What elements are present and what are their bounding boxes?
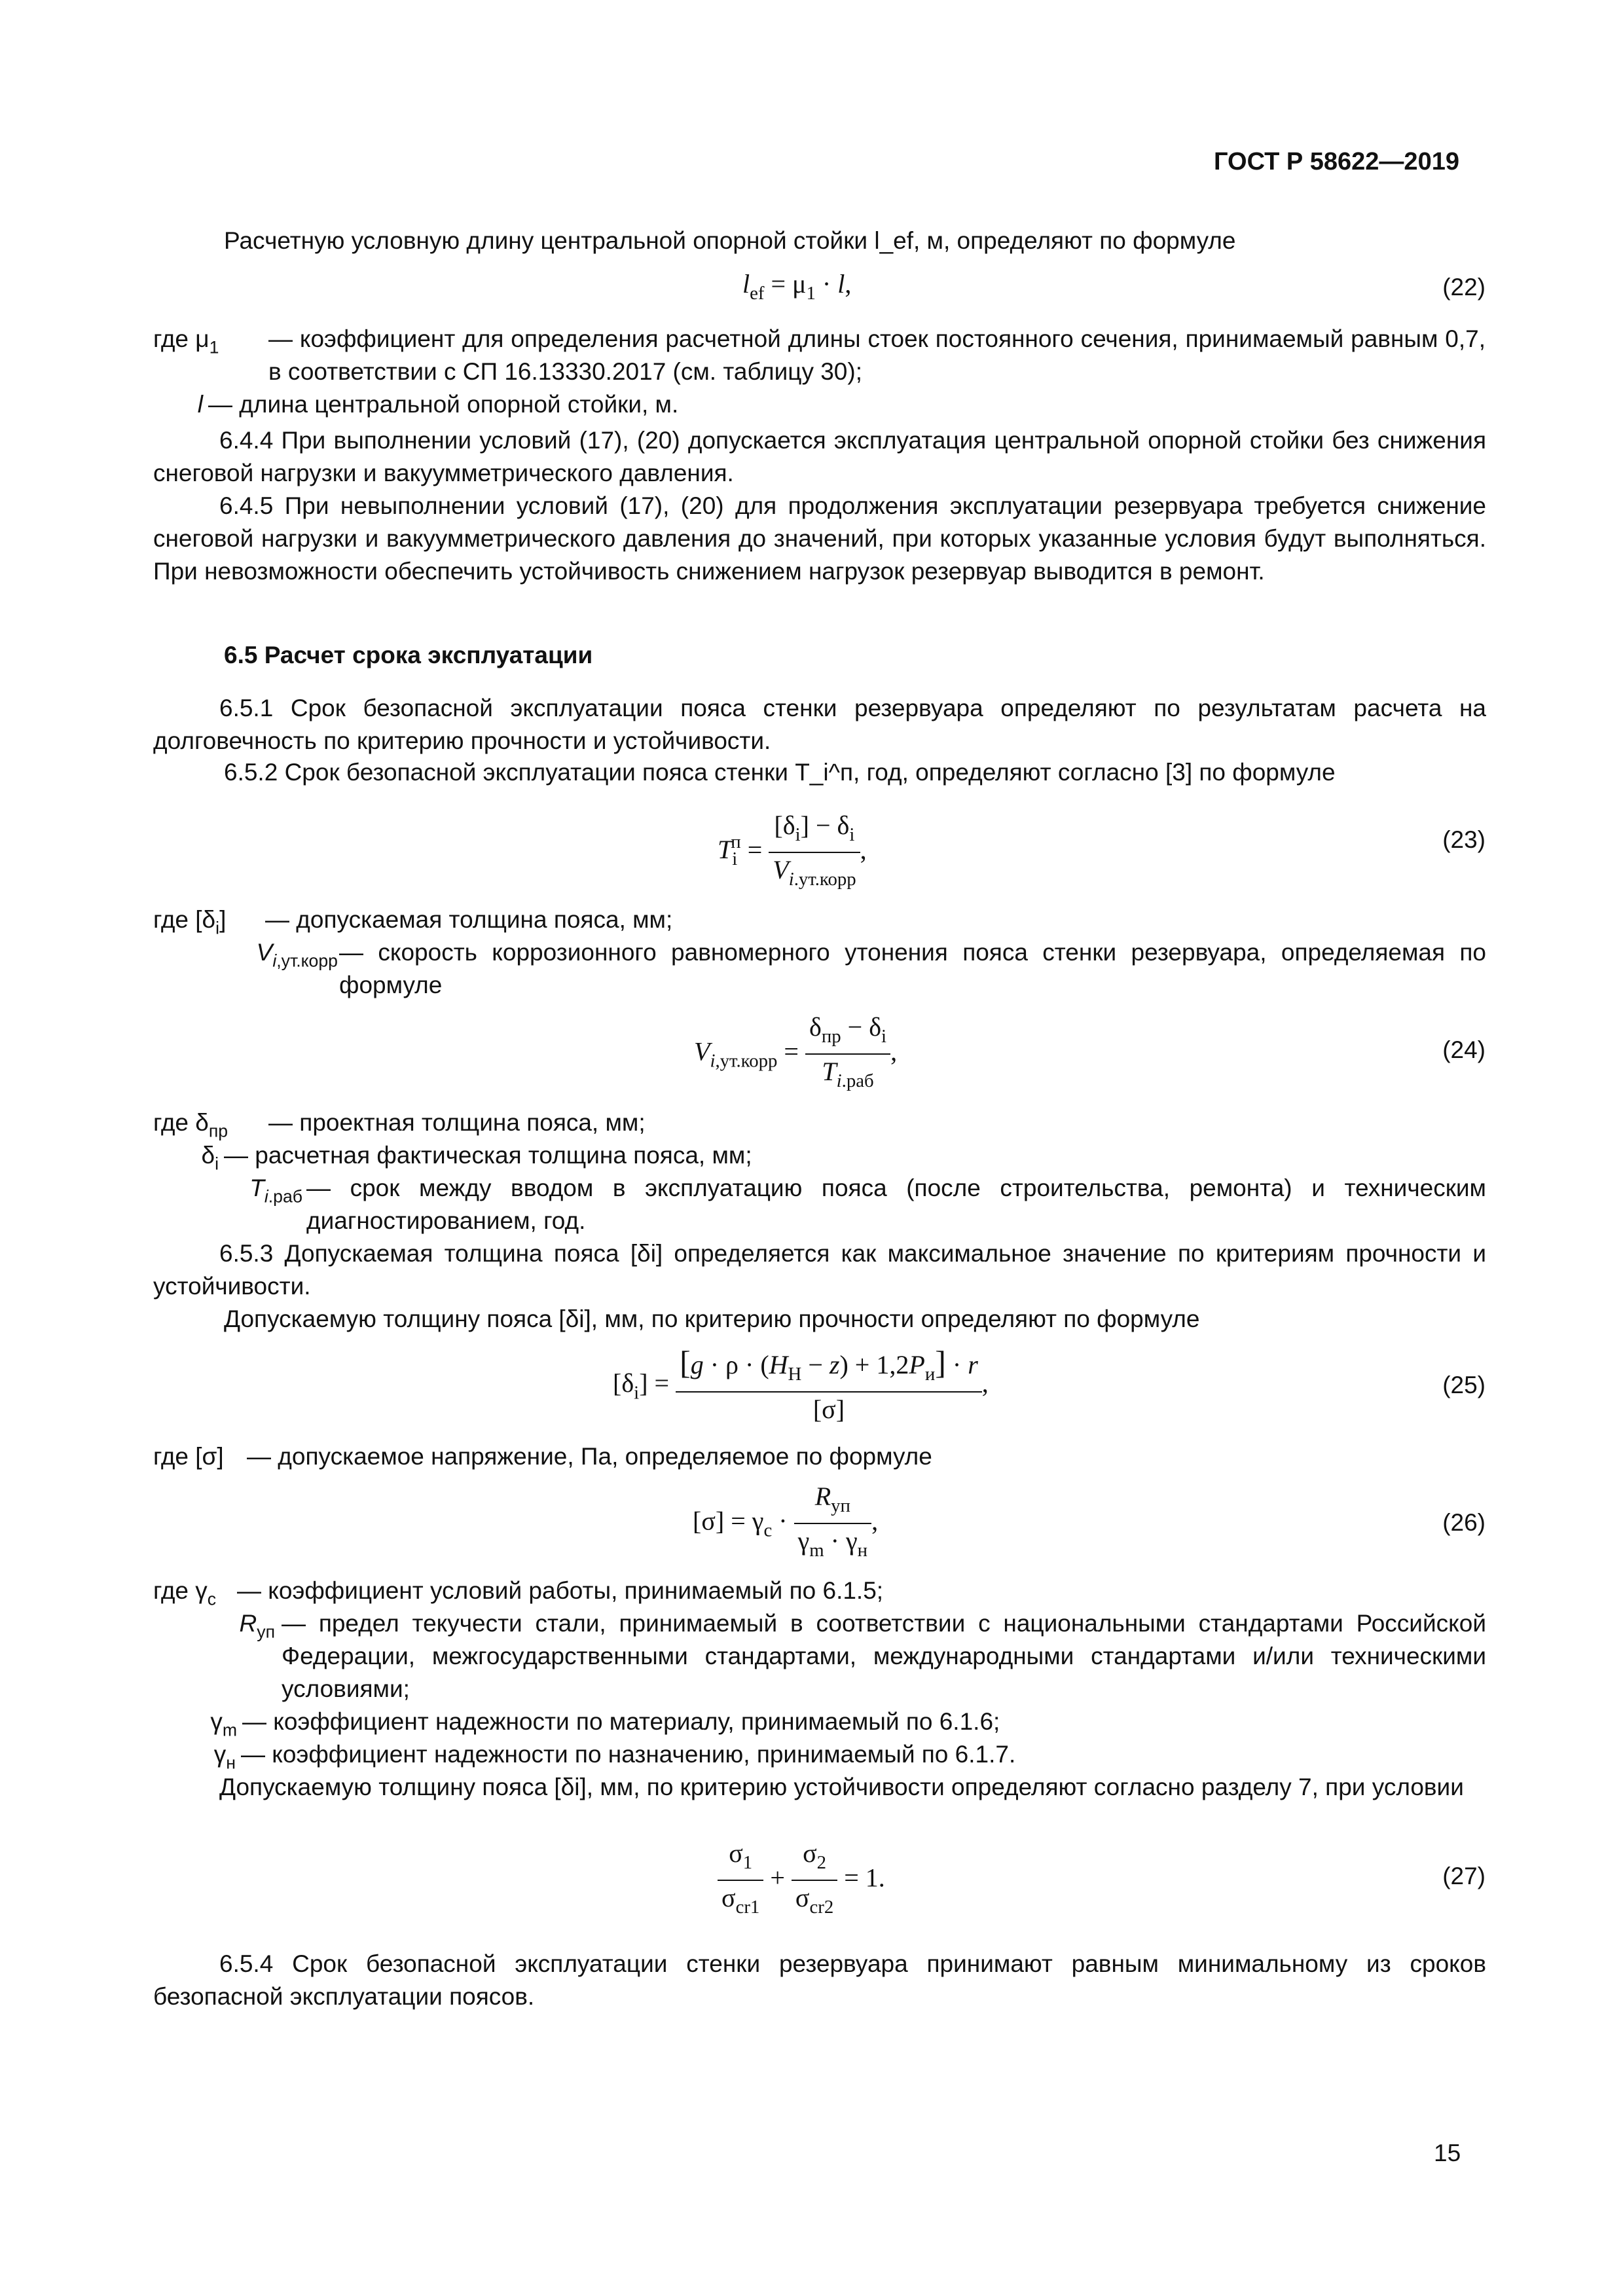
paragraph-strength: Допускаемую толщину пояса [δi], мм, по критерию прочности определяют по формуле	[224, 1305, 1200, 1332]
paragraph-6-5-1: 6.5.1 Срок безопасной эксплуатации пояса стенки резервуара определяют по результатам расчета на долговечность по критерию прочности и устойчивости.	[153, 695, 1486, 754]
equation-number-26: (26)	[1442, 1509, 1486, 1536]
def-mu1-text: — коэффициент для определения расчетной длины стоек постоянного сечения, принимаемый равным 0,7, в соответствии с СП 16.13330.2017 (см. таблицу 30);	[268, 325, 1486, 385]
section-title: 6.5 Расчет срока эксплуатации	[224, 642, 593, 668]
paragraph-length-text: Расчетную условную длину центральной опорной стойки l_ef, м, определяют по формуле	[224, 227, 1236, 254]
fraction-25: $\frac{[g \cdot \rho \cdot (H_Н - z) + 1,2P_и] \cdot r}{[\sigma]}$	[676, 1345, 982, 1427]
term-di: $\delta_i$	[201, 1142, 219, 1174]
def-gn: — коэффициент надежности по назначению, принимаемый по 6.1.7.	[241, 1741, 1016, 1768]
def-t: — срок между вводом в эксплуатацию пояса (после строительства, ремонта) и техническим диагностированием, год.	[306, 1175, 1486, 1234]
term-sigma: где [σ]	[153, 1443, 224, 1470]
def-gc: — коэффициент условий работы, принимаемый по 6.1.5;	[237, 1577, 884, 1604]
paragraph-6-5-4: 6.5.4 Срок безопасной эксплуатации стенки резервуара принимают равным минимальному из сроков безопасной эксплуатации поясов.	[153, 1950, 1486, 2010]
fraction-27b: $\frac{\sigma_2}{\sigma_{cr2}}$	[792, 1836, 837, 1924]
def-sigma: — допускаемое напряжение, Па, определяемое по формуле	[247, 1443, 932, 1470]
term-dpr: где $\delta_{пр}$	[153, 1109, 228, 1141]
equation-number-23: (23)	[1442, 826, 1486, 853]
term-delta: где $[\delta_i]$	[153, 906, 227, 938]
paragraph-6-5-2: 6.5.2 Срок безопасной эксплуатации пояса стенки T_i^п, год, определяют согласно [3] по формуле	[224, 759, 1336, 786]
fraction-27a: $\frac{\sigma_1}{\sigma_{cr1}}$	[718, 1836, 763, 1924]
page-number: 15	[1434, 2140, 1461, 2166]
paragraph-6-4-4: 6.4.4 При выполнении условий (17), (20) допускается эксплуатация центральной опорной стойки без снижения снеговой нагрузки и вакуумметрического давления.	[153, 427, 1486, 486]
fraction-26: $\frac{R_{уп}}{\gamma_m \cdot \gamma_н}$	[794, 1480, 872, 1567]
equation-26: $[\sigma] = \gamma_c$ · $\frac{R_{уп}}{\gamma_m \cdot \gamma_н}$ ,	[693, 1480, 878, 1567]
equation-27: $\frac{\sigma_1}{\sigma_{cr1}}$ + $\frac{\sigma_2}{\sigma_{cr2}}$ = 1.	[718, 1836, 885, 1924]
def-v: — скорость коррозионного равномерного утонения пояса стенки резервуара, определяемая по формуле	[339, 939, 1486, 998]
equation-number-27: (27)	[1442, 1863, 1486, 1889]
equation-22: $l_{ef} = \mu_1 \cdot l$,	[742, 269, 852, 304]
equation-24: $V_{i,ут.корр}$ = $\frac{\delta_{пр} - \delta_i}{T_{i.раб}}$ ,	[694, 1010, 897, 1098]
def-gm: — коэффициент надежности по материалу, принимаемый по 6.1.6;	[242, 1708, 1000, 1735]
paragraph-length	[224, 225, 1487, 257]
term-gm: $\gamma_m$	[210, 1708, 237, 1740]
term-v: $V_{i,ут.корр}$	[256, 939, 338, 971]
def-l: — длина центральной опорной стойки, м.	[208, 391, 679, 418]
equation-25: $[\delta_i]$ = $\frac{[g \cdot \rho \cdot (H_Н - z) + 1,2P_и] \cdot r}{[\sigma]}$ ,	[613, 1345, 989, 1427]
fraction-24: $\frac{\delta_{пр} - \delta_i}{T_{i.раб}}$	[805, 1010, 890, 1098]
equation-number-25: (25)	[1442, 1372, 1486, 1398]
term-gc: где $\gamma_c$	[153, 1577, 217, 1609]
paragraph-6-5-3: 6.5.3 Допускаемая толщина пояса [δi] определяется как максимальное значение по критериям прочности и устойчивости.	[153, 1240, 1486, 1300]
term-mu1: где $\mu_1$	[153, 325, 219, 357]
term-l: l	[197, 391, 203, 418]
def-mu1	[268, 323, 1486, 388]
def-di: — расчетная фактическая толщина пояса, мм;	[224, 1142, 752, 1169]
term-gn: $\gamma_н$	[213, 1741, 236, 1773]
standard-id: ГОСТ Р 58622—2019	[1214, 148, 1459, 175]
def-r: — предел текучести стали, принимаемый в соответствии с национальными стандартами Российской Федерации, межгосударственными стандартами, международными стандартами и/или техническими условиями;	[282, 1610, 1486, 1702]
equation-number-24: (24)	[1442, 1036, 1486, 1063]
fraction-23: $\frac{[\delta_i] - \delta_i}{V_{i.ут.корр}}$	[769, 809, 860, 896]
paragraph-6-4-5: 6.4.5 При невыполнении условий (17), (20) для продолжения эксплуатации резервуара требуется снижение снеговой нагрузки и вакуумметрического давления до значений, при которых указанные условия будут выполняться. При невозможности обеспечить устойчивость снижением нагрузок резервуар выводится в ремонт.	[153, 492, 1486, 585]
term-t: $T_{i.раб}$	[249, 1175, 302, 1207]
def-delta: — допускаемая толщина пояса, мм;	[265, 906, 673, 933]
paragraph-stability: Допускаемую толщину пояса [δi], мм, по критерию устойчивости определяют согласно разделу 7, при условии	[219, 1774, 1464, 1800]
equation-number-22: (22)	[1442, 274, 1486, 301]
term-r: $R_{уп}$	[239, 1610, 275, 1642]
def-dpr: — проектная толщина пояса, мм;	[268, 1109, 646, 1136]
equation-23: $T_i^п$ = $\frac{[\delta_i] - \delta_i}{V_{i.ут.корр}}$ ,	[718, 809, 867, 896]
